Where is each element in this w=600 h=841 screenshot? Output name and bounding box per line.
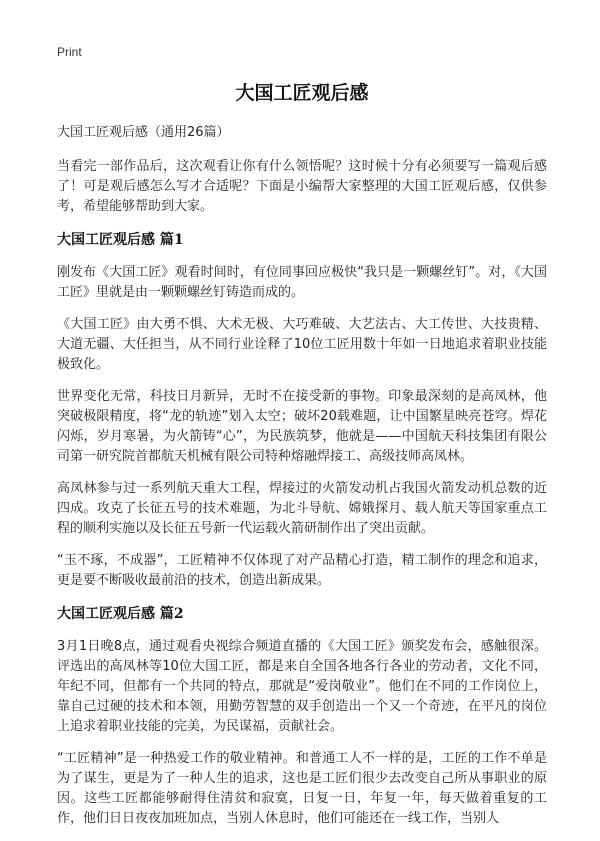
- paragraph: 3月1日晚8点，通过观看央视综合频道直播的《大国工匠》颁奖发布会，感触很深。评选出的高凤林等10位大国工匠，都是来自全国各地各行各业的劳动者，文化不同，年纪不同，但都有一个共同的特点，那就是“爱岗敬业”。他们在不同的工作岗位上，靠自己过硬的技术和本领，用勤劳智慧的双手创造出一个又一个奇迹，在平凡的岗位上追求着职业技能的完美，为民谋福，贡献社会。: [57, 639, 547, 734]
- paragraph: “工匠精神”是一种热爱工作的敬业精神。和普通工人不一样的是，工匠的工作不单是为了谋生，更是为了一种人生的追求，这也是工匠们很少去改变自己所从事职业的原因。这些工匠都能够耐得住清贫和寂寞，日复一日，年复一年，每天做着重复的工作，他们日日夜夜加班加点，当别人休息时，他们可能还在一线工作，当别人: [57, 751, 547, 826]
- intro-paragraph: 当看完一部作品后，这次观看让你有什么领悟呢？这时候十分有必须要写一篇观后感了！可是观后感怎么写才合适呢？下面是小编帮大家整理的大国工匠观后感，仅供参考，希望能够帮助到大家。: [57, 159, 547, 214]
- document-page: [57, 78, 547, 841]
- paragraph: 刚发布《大国工匠》观看时间时，有位同事回应极快“我只是一颗螺丝钉”。对，《大国工匠》里就是由一颗颗螺丝钉铸造而成的。: [57, 265, 547, 300]
- document-subtitle: 大国工匠观后感（通用26篇）: [57, 125, 230, 140]
- section-heading: 大国工匠观后感 篇2: [57, 606, 184, 622]
- paragraph: “玉不琢，不成器”，工匠精神不仅体现了对产品精心打造，精工制作的理念和追求，更是要不断吸收最前沿的技术，创造出新成果。: [57, 553, 547, 588]
- section-heading: 大国工匠观后感 篇1: [57, 232, 184, 248]
- page-title: 大国工匠观后感: [235, 82, 369, 104]
- section-2: [57, 603, 547, 829]
- section-1: [57, 229, 547, 591]
- paragraph: 高凤林参与过一系列航天重大工程，焊接过的火箭发动机占我国火箭发动机总数的近四成。攻克了长征五号的技术难题，为北斗导航、嫦娥探月、载人航天等国家重点工程的顺利实施以及长征五号新一代运载火箭研制作出了突出贡献。: [57, 481, 547, 536]
- print-link[interactable]: Print: [57, 45, 82, 59]
- paragraph: 世界变化无常，科技日月新异，无时不在接受新的事物。印象最深刻的是高凤林，他突破极限精度，将“龙的轨迹”划入太空；破坏20载难题，让中国繁星映亮苍穹。焊花闪烁，岁月寒暑，为火箭铸“心”，为民族筑梦，他就是——中国航天科技集团有限公司第一研究院首都航天机械有限公司特种熔融焊接工、高级技师高凤林。: [57, 389, 547, 464]
- paragraph: 《大国工匠》由大勇不惧、大术无极、大巧难破、大艺法古、大工传世、大技贵精、大道无疆、大任担当，从不同行业诠释了10位工匠用数十年如一日地追求着职业技能极致化。: [57, 317, 547, 372]
